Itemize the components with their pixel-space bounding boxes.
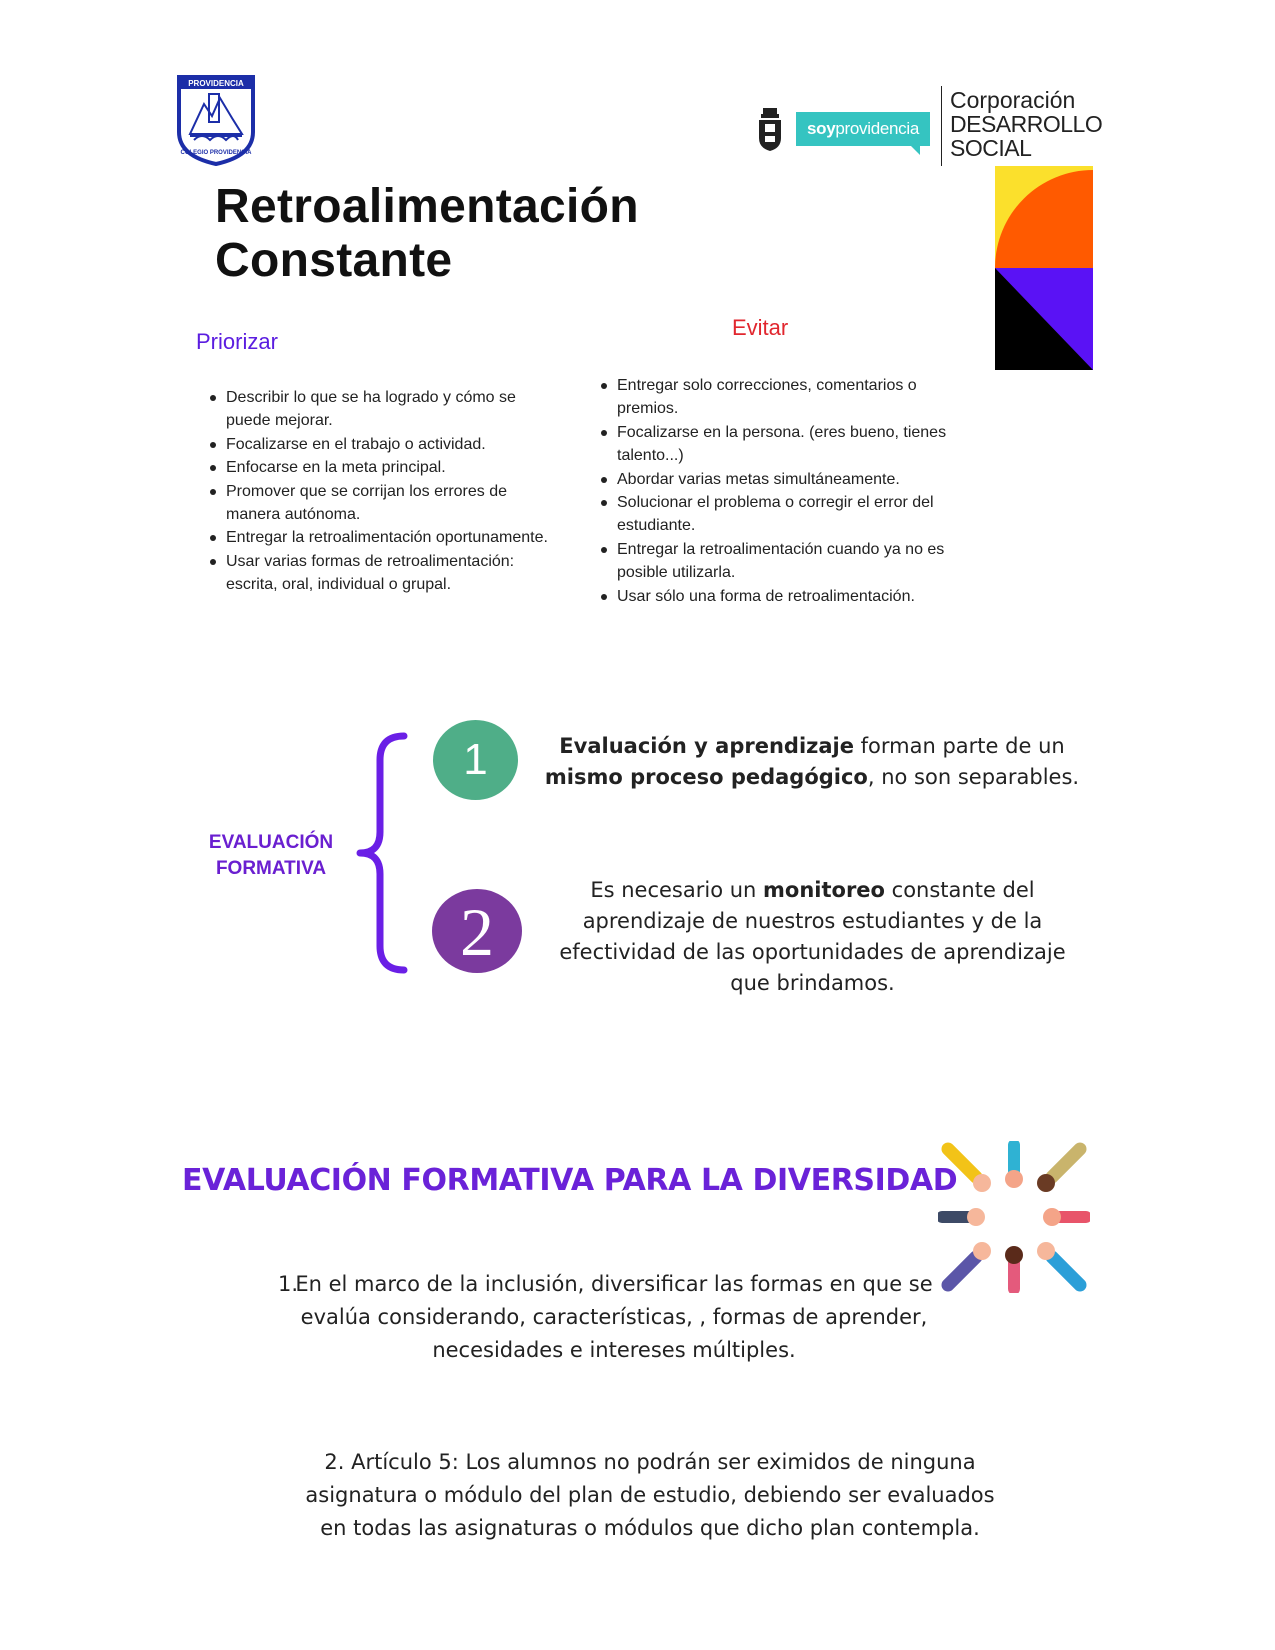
list-item: Entregar la retroalimentación oportunamente. <box>210 526 555 549</box>
decorative-color-block <box>995 166 1093 370</box>
page-title <box>215 180 639 288</box>
diversidad-heading: EVALUACIÓN FORMATIVA PARA LA DIVERSIDAD <box>182 1163 958 1198</box>
svg-text:PROVIDENCIA: PROVIDENCIA <box>188 79 244 88</box>
evaluacion-formativa-label <box>196 830 346 882</box>
point-1-text <box>532 731 1092 793</box>
point-1-text-1: forman parte de un <box>853 734 1065 758</box>
step-1-circle: 1 <box>433 720 518 800</box>
svg-text:COLEGIO PROVIDENCIA: COLEGIO PROVIDENCIA <box>180 150 252 156</box>
priorizar-heading: Priorizar <box>196 329 278 354</box>
list-item: Usar varias formas de retroalimentación: escrita, oral, individual o grupal. <box>210 550 555 597</box>
list-item: Entregar la retroalimentación cuando ya no es posible utilizarla. <box>601 538 951 585</box>
list-item: Abordar varias metas simultáneamente. <box>601 468 951 491</box>
list-item: Focalizarse en el trabajo o actividad. <box>210 433 555 456</box>
point-2-bold-1: monitoreo <box>763 878 885 902</box>
diverse-hands-illustration <box>938 1141 1090 1293</box>
point-1-text-2: , no son separables. <box>867 765 1080 789</box>
soy-text: soy <box>806 119 836 138</box>
city-crest-icon <box>757 108 783 152</box>
title-line-1: Retroalimentación <box>215 180 639 233</box>
item-1-text: En el marco de la inclusión, diversificar las formas en que se evalúa considerando, características, , formas de aprender, necesidades e intereses múltiples. <box>295 1272 933 1362</box>
point-1-bold-2: mismo proceso pedagógico <box>544 765 868 789</box>
point-1-bold-1: Evaluación y aprendizaje <box>559 734 854 758</box>
point-2-text <box>540 875 1085 999</box>
title-line-2: Constante <box>215 234 453 287</box>
list-item: Promover que se corrijan los errores de manera autónoma. <box>210 480 555 527</box>
evitar-heading: Evitar <box>732 315 789 340</box>
list-item: Solucionar el problema o corregir el error del estudiante. <box>601 491 951 538</box>
list-item: Focalizarse en la persona. (eres bueno, tienes talento...) <box>601 421 951 468</box>
corp-line-1: Corporación <box>950 87 1076 113</box>
providencia-text: providencia <box>835 119 920 138</box>
point-2-text-2: constante del aprendizaje de nuestros estudiantes y de la efectividad de las oportunidades de aprendizaje que brindamos. <box>559 878 1066 995</box>
logo-divider <box>941 86 942 166</box>
school-seal-logo <box>176 74 256 166</box>
corp-line-3: SOCIAL <box>950 135 1032 161</box>
evitar-list <box>601 374 951 608</box>
corp-line-2: DESARROLLO <box>950 111 1103 137</box>
point-2-text-1: Es necesario un <box>590 878 764 902</box>
step-2-circle: 2 <box>432 889 522 973</box>
diversidad-item-1 <box>260 1268 940 1367</box>
corporacion-logo <box>950 88 1102 160</box>
ef-label-line-2: FORMATIVA <box>215 858 327 879</box>
priorizar-list <box>210 386 555 597</box>
list-item: Usar sólo una forma de retroalimentación. <box>601 585 951 608</box>
soyprovidencia-logo <box>796 112 930 156</box>
list-item: Entregar solo correcciones, comentarios o premios. <box>601 374 951 421</box>
list-item: Enfocarse en la meta principal. <box>210 456 555 479</box>
item-1-number: 1. <box>278 1272 299 1296</box>
diversidad-item-2: 2. Artículo 5: Los alumnos no podrán ser eximidos de ninguna asignatura o módulo del plan de estudio, debiendo ser evaluados en todas las asignaturas o módulos que dicho plan contempla. <box>305 1450 995 1540</box>
list-item: Describir lo que se ha logrado y cómo se puede mejorar. <box>210 386 555 433</box>
ef-label-line-1: EVALUACIÓN <box>208 832 334 853</box>
curly-brace <box>356 732 410 974</box>
